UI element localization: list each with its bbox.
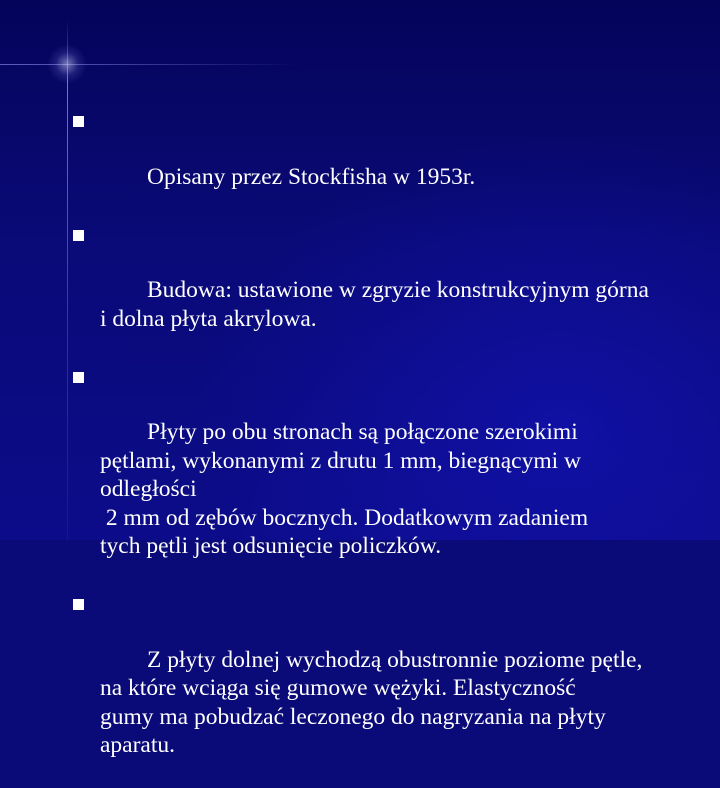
bullet-item <box>72 106 708 220</box>
square-bullet-icon <box>73 599 84 610</box>
bullet-text: Budowa: ustawione w zgryzie konstrukcyjnym górna i dolna płyta akrylowa. <box>100 277 649 332</box>
square-bullet-icon <box>73 372 84 383</box>
decorative-vertical-line <box>67 20 68 540</box>
bullet-list <box>72 106 708 788</box>
bullet-item <box>72 220 708 362</box>
decorative-light-flare <box>47 44 87 84</box>
bullet-text: Z płyty dolnej wychodzą obustronnie poziome pętle, na które wciąga się gumowe wężyki. Elastyczność gumy ma pobudzać leczonego do nagryzania na płyty aparatu. <box>100 646 643 758</box>
bullet-item <box>72 362 708 589</box>
square-bullet-icon <box>73 116 84 127</box>
square-bullet-icon <box>73 230 84 241</box>
slide-content <box>72 106 708 788</box>
bullet-text: Płyty po obu stronach są połączone szerokimi pętlami, wykonanymi z drutu 1 mm, biegnącymi w odległości 2 mm od zębów bocznych. Dodatkowym zadaniem tych pętli jest odsunięcie policzków. <box>100 419 589 560</box>
bullet-item <box>72 589 708 788</box>
decorative-horizontal-line <box>0 64 300 65</box>
bullet-text: Opisany przez Stockfisha w 1953r. <box>147 163 476 190</box>
